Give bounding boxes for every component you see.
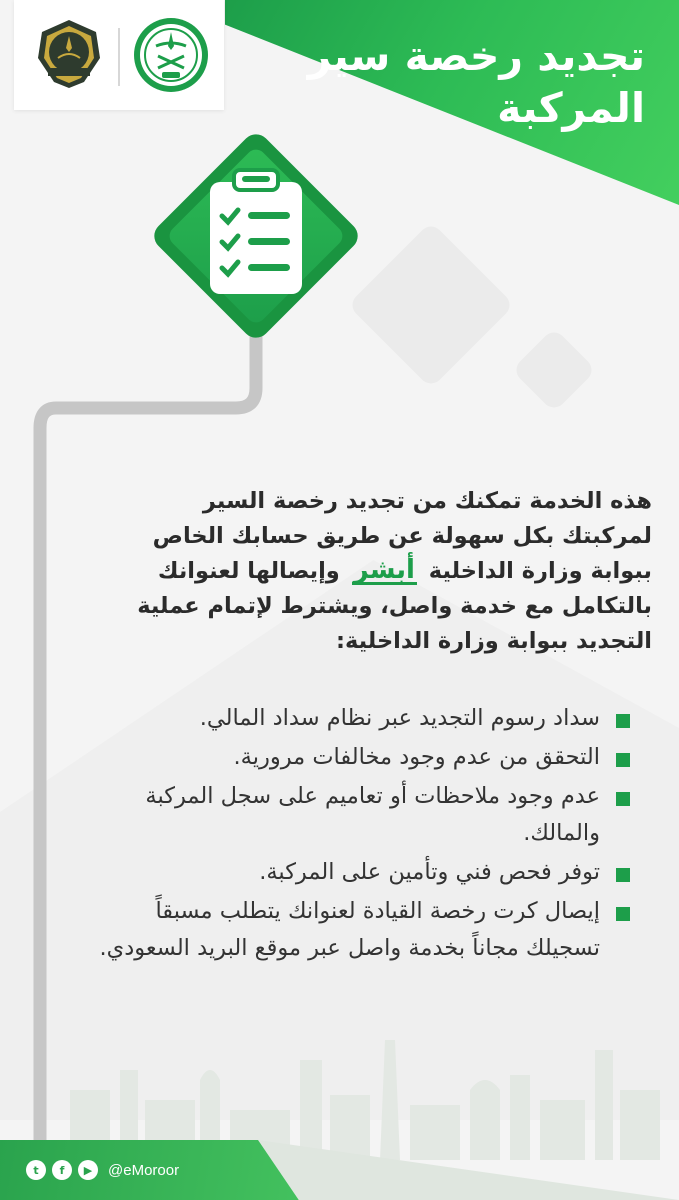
intro-line-2: لمركبتك بكل سهولة عن طريق حسابك الخاص xyxy=(152,523,652,549)
service-icon-badge xyxy=(148,128,364,344)
facebook-icon[interactable]: f xyxy=(52,1160,72,1180)
list-item: التحقق من عدم وجود مخالفات مرورية. xyxy=(90,739,630,776)
title-line-1: تجديد رخصة سير xyxy=(307,32,645,80)
social-handle[interactable]: @eMoroor xyxy=(108,1161,180,1179)
city-skyline-illustration xyxy=(0,1020,679,1160)
twitter-icon[interactable]: t xyxy=(26,1160,46,1180)
social-links xyxy=(26,1160,179,1180)
clipboard-checklist-icon xyxy=(206,168,306,298)
intro-line-3: ببوابة وزارة الداخلية أبشر وإيصالها لعنوانك xyxy=(157,555,652,585)
bullet-square-icon xyxy=(616,714,630,728)
list-item: سداد رسوم التجديد عبر نظام سداد المالي. xyxy=(90,700,630,737)
absher-logo: أبشر xyxy=(353,555,415,585)
bullet-square-icon xyxy=(616,753,630,767)
list-item: توفر فحص فني وتأمين على المركبة. xyxy=(90,854,630,891)
title-line-2: المركبة xyxy=(497,84,645,132)
requirements-list xyxy=(90,700,630,969)
list-item: إيصال كرت رخصة القيادة لعنوانك يتطلب مسبقاً تسجيلك مجاناً بخدمة واصل عبر موقع البريد السعودي. xyxy=(90,893,630,967)
youtube-icon[interactable]: ▶ xyxy=(78,1160,98,1180)
bullet-square-icon xyxy=(616,907,630,921)
intro-line-5: التجديد ببوابة وزارة الداخلية: xyxy=(335,628,652,654)
bullet-square-icon xyxy=(616,868,630,882)
service-description xyxy=(40,484,652,659)
list-item: عدم وجود ملاحظات أو تعاميم على سجل المركبة والمالك. xyxy=(90,778,630,852)
bullet-square-icon xyxy=(616,792,630,806)
intro-line-4: بالتكامل مع خدمة واصل، ويشترط لإتمام عملية xyxy=(137,593,652,619)
intro-line-1: هذه الخدمة تمكنك من تجديد رخصة السير xyxy=(202,488,652,514)
